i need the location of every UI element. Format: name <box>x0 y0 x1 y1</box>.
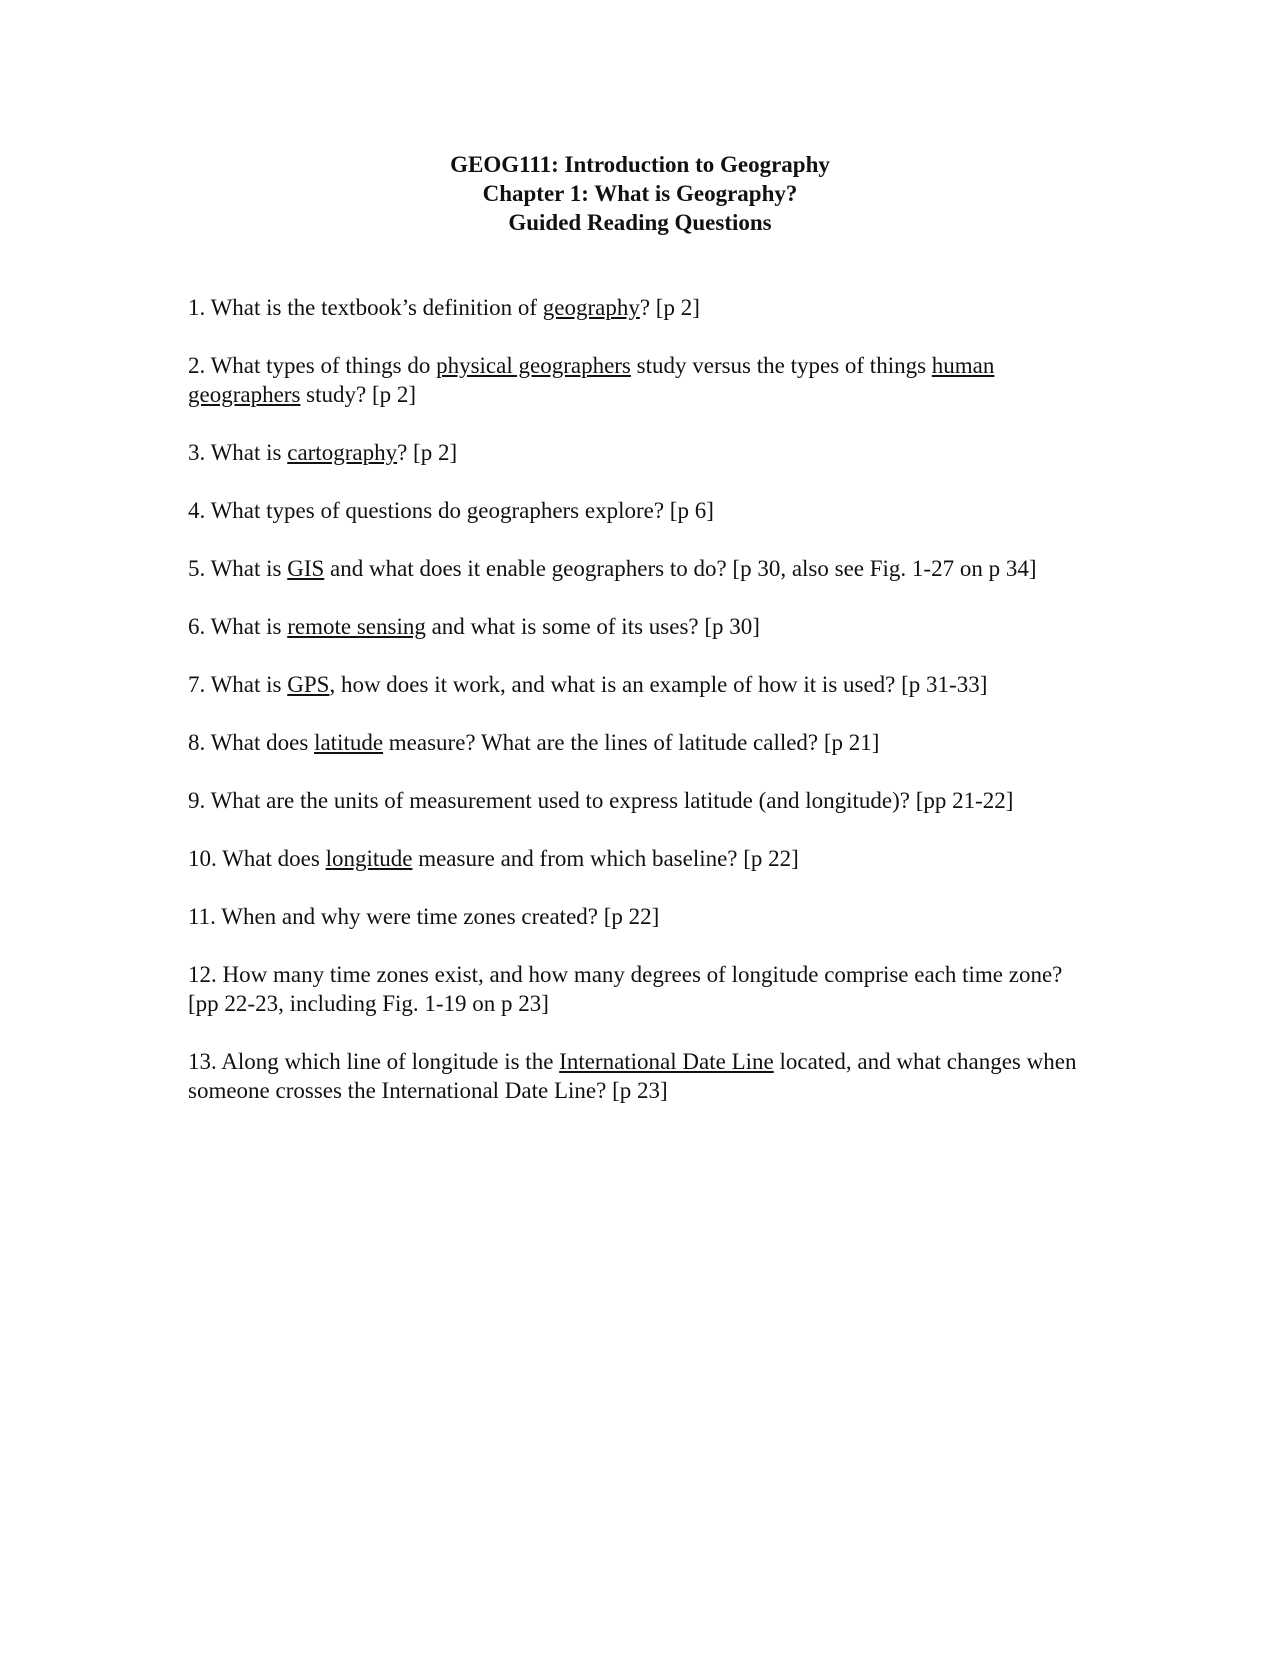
question-item <box>188 554 1088 583</box>
question-text: located, and what changes when someone crosses the International Date Line? [p 23] <box>188 1049 1077 1103</box>
question-text: 9. What are the units of measurement used to express latitude (and longitude)? [pp 21-22] <box>188 788 1014 813</box>
question-item <box>188 612 1088 641</box>
question-list <box>188 293 1088 1134</box>
key-term: International Date Line <box>559 1049 774 1074</box>
question-text: 6. What is <box>188 614 288 639</box>
question-item <box>188 351 1088 409</box>
question-text: 10. What does <box>188 846 326 871</box>
question-text: 8. What does <box>188 730 315 755</box>
question-text: 11. When and why were time zones created? [p 22] <box>188 904 660 929</box>
question-item <box>188 844 1088 873</box>
question-text: 5. What is <box>188 556 288 581</box>
question-text: and what is some of its uses? [p 30] <box>425 614 760 639</box>
question-text: ? [p 2] <box>639 295 700 320</box>
question-item <box>188 902 1088 931</box>
question-text: , how does it work, and what is an example of how it is used? [p 31-33] <box>329 672 988 697</box>
question-item <box>188 670 1088 699</box>
question-item <box>188 728 1088 757</box>
key-term: GPS <box>287 672 330 697</box>
question-text: 4. What types of questions do geographers explore? [p 6] <box>188 498 714 523</box>
question-text: measure? What are the lines of latitude called? [p 21] <box>383 730 880 755</box>
question-item <box>188 786 1088 815</box>
question-text: study versus the types of things <box>630 353 932 378</box>
key-term: cartography <box>287 440 398 465</box>
key-term: GIS <box>287 556 325 581</box>
question-text: 2. What types of things do <box>188 353 437 378</box>
key-term: longitude <box>325 846 413 871</box>
question-text: study? [p 2] <box>300 382 417 407</box>
question-text: ? [p 2] <box>397 440 458 465</box>
key-term: geography <box>542 295 640 320</box>
question-text: 7. What is <box>188 672 288 697</box>
question-item <box>188 1047 1088 1105</box>
document-header <box>0 150 1280 237</box>
question-text: 12. How many time zones exist, and how many degrees of longitude comprise each time zone? [pp 22-23, including Fig. 1-19 on p 23] <box>188 962 1063 1016</box>
question-item <box>188 438 1088 467</box>
question-item <box>188 293 1088 322</box>
question-item <box>188 960 1088 1018</box>
question-text: measure and from which baseline? [p 22] <box>412 846 799 871</box>
key-term: human geographers <box>188 353 995 407</box>
key-term: physical geographers <box>436 353 631 378</box>
course-title: GEOG111: Introduction to Geography <box>450 152 830 177</box>
document-subtitle: Guided Reading Questions <box>508 210 772 235</box>
question-text: and what does it enable geographers to do? [p 30, also see Fig. 1-27 on p 34] <box>324 556 1037 581</box>
question-item <box>188 496 1088 525</box>
question-text: 3. What is <box>188 440 288 465</box>
question-text: 13. Along which line of longitude is the <box>188 1049 560 1074</box>
question-text: 1. What is the textbook’s definition of <box>188 295 543 320</box>
key-term: remote sensing <box>287 614 426 639</box>
chapter-title: Chapter 1: What is Geography? <box>482 181 798 206</box>
key-term: latitude <box>314 730 384 755</box>
